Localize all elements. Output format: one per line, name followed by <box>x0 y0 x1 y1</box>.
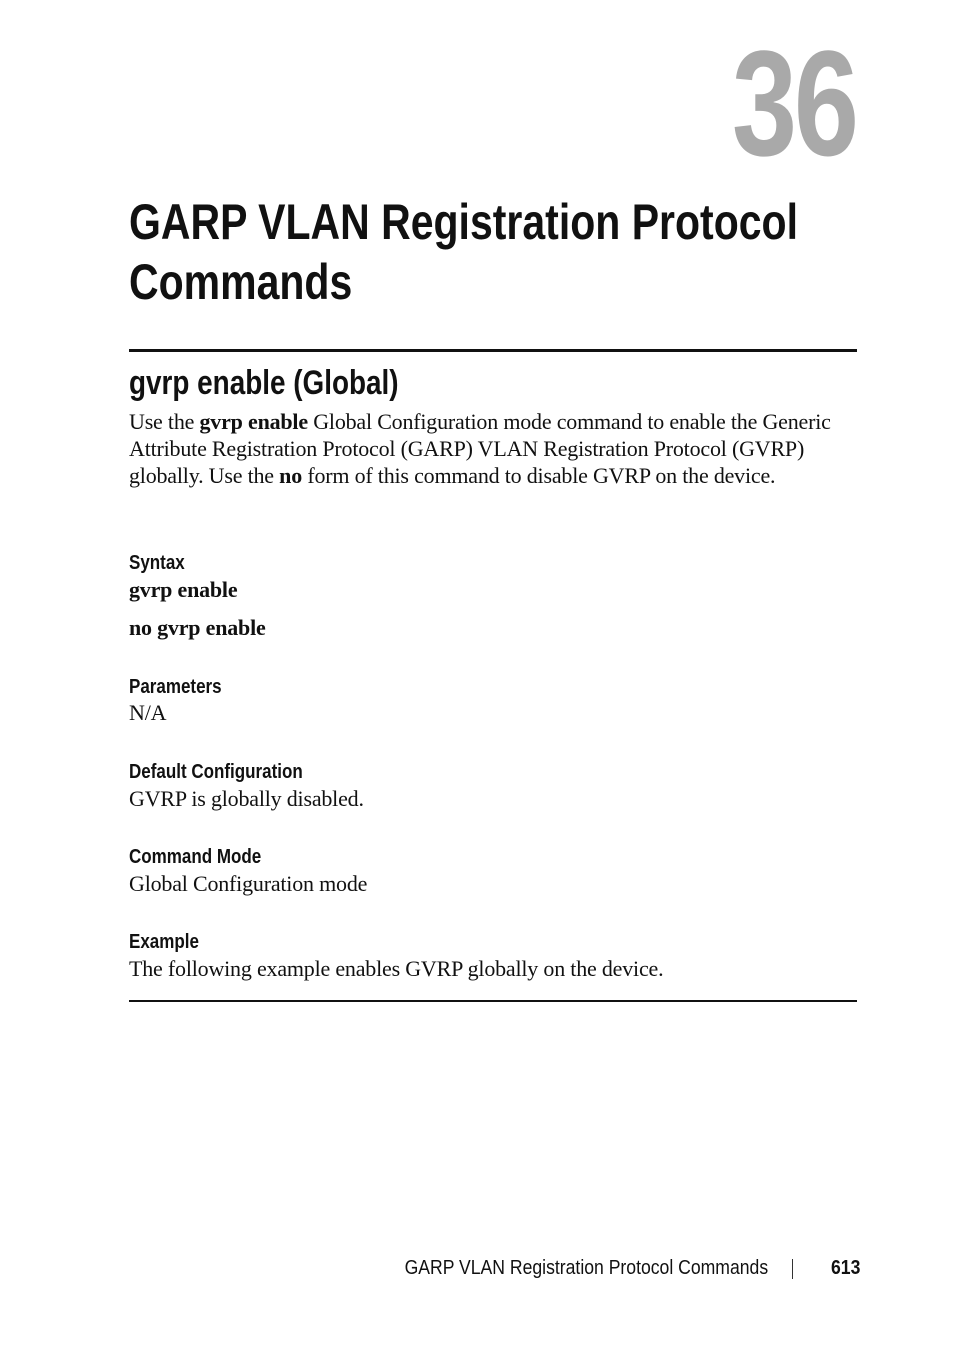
intro-keyword-no: no <box>279 463 303 488</box>
page-number: 613 <box>830 1257 860 1279</box>
default-configuration-text: GVRP is globally disabled. <box>129 786 364 811</box>
syntax-command-no: no gvrp enable <box>129 615 266 640</box>
intro-text-3: form of this command to disable GVRP on the device. <box>302 463 776 488</box>
footer-separator <box>792 1259 793 1279</box>
chapter-title <box>129 192 798 312</box>
example-heading: Example <box>129 931 199 953</box>
syntax-command: gvrp enable <box>129 577 238 602</box>
intro-text-1: Use the <box>129 409 200 434</box>
command-mode-heading: Command Mode <box>129 846 262 868</box>
example-text: The following example enables GVRP globally on the device. <box>129 956 664 981</box>
footer-chapter-title: GARP VLAN Registration Protocol Commands <box>404 1257 768 1279</box>
intro-command-gvrp-enable: gvrp enable <box>199 409 308 434</box>
chapter-number: 36 <box>732 19 856 187</box>
section-intro <box>129 408 859 489</box>
default-configuration-heading: Default Configuration <box>129 761 303 783</box>
parameters-heading: Parameters <box>129 676 222 698</box>
syntax-heading: Syntax <box>129 552 185 574</box>
section-divider-top <box>129 349 857 352</box>
section-divider-bottom <box>129 1000 857 1002</box>
command-mode-text: Global Configuration mode <box>129 871 368 896</box>
chapter-title-line-2: Commands <box>129 254 353 310</box>
chapter-title-line-1: GARP VLAN Registration Protocol <box>129 194 798 250</box>
intro-text-2: Global Configuration mode command to enable the Generic Attribute Registration Protocol (GARP) VLAN Registration Protocol (GVRP) globally. Use the <box>129 409 831 488</box>
section-title: gvrp enable (Global) <box>129 364 399 402</box>
parameters-text: N/A <box>129 700 167 725</box>
